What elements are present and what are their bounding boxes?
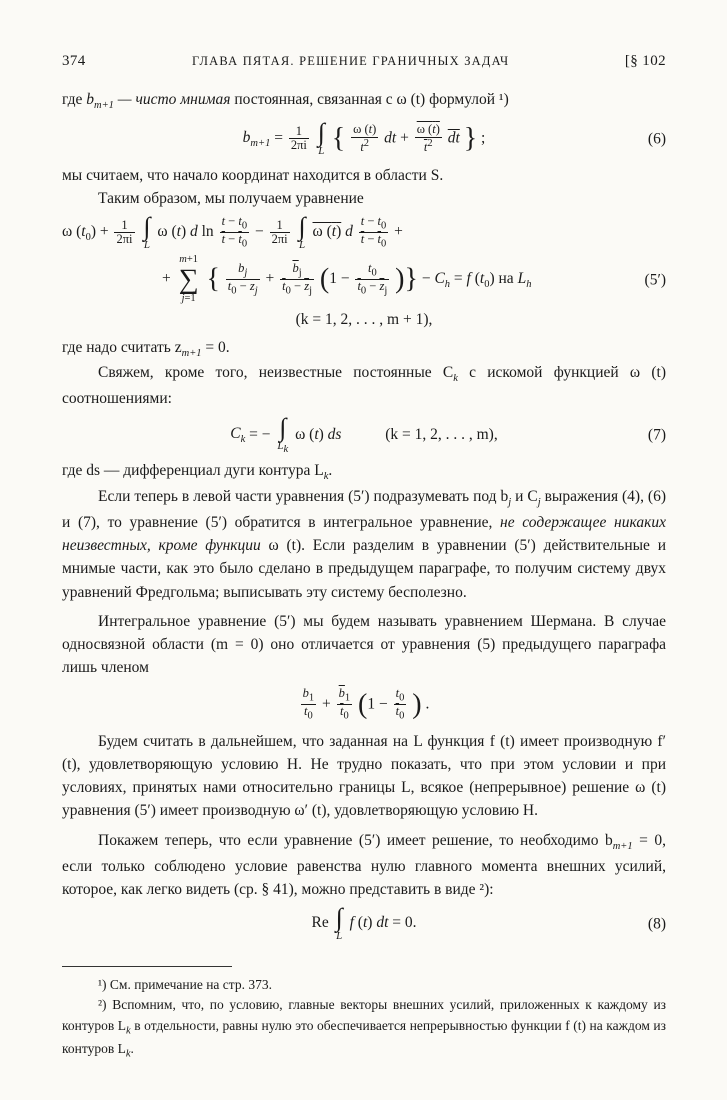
equation-7-label: (7) xyxy=(647,426,666,444)
chapter-title: ГЛАВА ПЯТАЯ. РЕШЕНИЕ ГРАНИЧНЫХ ЗАДАЧ xyxy=(192,54,510,68)
p4-tail: = 0. xyxy=(201,338,230,356)
section-ref: [§ 102 xyxy=(624,53,666,69)
footnotes xyxy=(62,975,666,1062)
running-header xyxy=(62,50,666,78)
equation-7: $C_k$ = − ∫ $L_k$ ω (t) ds (k = 1, 2, . . . , m), (7) xyxy=(230,412,666,455)
equation-8-label: (8) xyxy=(647,914,666,932)
p7-d: не содержащее никаких неизвестных, кроме функции xyxy=(62,513,666,555)
paragraph-9: Будем считать в дальнейшем, что заданная на L функция f (t) имеет производную f′ (t), удовлетворяющую условию H. Не трудно показать, что при этом условии и при условиях, принятых нами относительно границы L, всякое (непрерывное) решение ω (t) уравнения (5′) имеет производную ω′ (t), удовлетворяющую условию H. xyxy=(62,732,666,820)
p7-a: Если теперь в левой части уравнения (5′) подразумевать под b xyxy=(98,488,509,506)
p5-tail: с искомой функцией ω (t) соотношениями: xyxy=(62,364,666,408)
equation-7-k-range: (k = 1, 2, . . . , m), xyxy=(385,425,498,443)
p7-c: выражения (4), (6) и (7), то уравнение (5′) обратится в интегральное уравнение, xyxy=(62,488,666,531)
paragraph-4: где надо считать $z_{m+1} = 0$. xyxy=(62,338,230,359)
p10-a: Покажем теперь, что если уравнение (5′) имеет решение, то необходимо b xyxy=(98,831,613,849)
footnote-2-b: в отдельности, равны нулю это обеспечивается непрерывностью функции f (t) на каждом из контуров L xyxy=(62,1017,666,1056)
equation-5prime-line2: + m+1 ∑ j=1 { $\frac{b_j}{t_0 - z_j}$ + $\frac{\overline{b}_j}{\overline{t}_0 - \overline{z}_j}$ (1 − $\frac{t_0}{\overline{t}_0 - \overline{z}_j}$ )} − $C_h = f$ $(t_0)$ на $L_h$ (5′) xyxy=(162,254,666,304)
p5-text: Свяжем, кроме того, неизвестные постоянные C xyxy=(98,364,454,382)
footnote-divider xyxy=(62,966,232,967)
footnote-1: ¹) См. примечание на стр. 373. xyxy=(98,977,272,992)
paragraph-10: Покажем теперь, что если уравнение (5′) имеет решение, то необходимо $b_{m+1} = 0$, если только соблюдено условие равенства нулю главного момента внешних усилий, которое, как легко видеть (ср. § 41), можно представить в виде ²): xyxy=(62,831,666,898)
equation-6: $b_{m+1}$ = $\frac{1}{2\pi i}$ ∫ L { $\frac{\omega (t)}{t^2}$ dt + $\frac{\omega (t)}{\overline{t}^2}$ $\overline{dt}$ } ; (6) xyxy=(242,118,666,158)
equation-5prime-k-range: (k = 1, 2, . . . , m + 1), xyxy=(295,311,433,329)
paragraph-1: где $b_{m+1}$ — чисто мнимая постоянная, связанная с ω (t) формулой ¹) xyxy=(62,91,509,112)
footnote-2-a: ²) Вспомним, что, по условию, главные векторы внешних усилий, приложенных к каждому из контуров L xyxy=(62,997,666,1033)
equation-5prime-label: (5′) xyxy=(644,271,666,289)
equation-8-re: Re xyxy=(311,914,329,932)
footnote-2-c: . xyxy=(130,1040,134,1056)
sherman-term: $\frac{b_1}{t_0}$ + $\frac{\overline{b}_1}{\overline{t}_0}$ (1 − $\frac{t_0}{\overline{t}_0}$ ) . xyxy=(302,686,430,722)
p7-b: и C xyxy=(511,488,538,506)
paragraph-7: Если теперь в левой части уравнения (5′) подразумевать под $b_j$ и $C_j$ выражения (4), (6) и (7), то уравнение (5′) обратится в интегральное уравнение, не содержащее никаких неизвестных, кроме функции ω (t). Если разделим в уравнении (5′) действительные и мнимые части, как это было сделано в предыдущем параграфе, то получим систему двух уравнений Фредгольма; выписывать эту систему бесполезно. xyxy=(62,488,666,601)
paragraph-5: Свяжем, кроме того, неизвестные постоянные $C_k$ с искомой функцией ω (t) соотношениями: xyxy=(62,364,666,408)
paragraph-8: Интегральное уравнение (5′) мы будем называть уравнением Шермана. В случае односвязной области (m = 0) оно отличается от уравнения (5) предыдущего параграфа лишь членом xyxy=(62,612,666,677)
p1-text-c: постоянная, связанная с ω (t) формулой ¹) xyxy=(234,91,509,108)
page-number: 374 xyxy=(62,53,86,69)
eq5-on-text: на xyxy=(498,270,514,288)
footnote-2: ²) Вспомним, что, по условию, главные векторы внешних усилий, приложенных к каждому из контуров $L_k$ в отдельности, равны нулю это обеспечивается непрерывностью функции f (t) на каждом из контуров $L_k$. xyxy=(62,997,666,1060)
p7-e: ω (t). Если разделим в уравнении (5′) действительные и мнимые части, как это было сделано в предыдущем параграфе, то получим систему двух уравнений Фредгольма; выписывать эту систему бесполезно. xyxy=(62,537,666,601)
paragraph-2: мы считаем, что начало координат находится в области S. xyxy=(62,166,444,184)
paragraph-6: где ds — дифференциал дуги контура $L_k$. xyxy=(62,462,333,483)
p10-b: = 0, если только соблюдено условие равенства нулю главного момента внешних усилий, которое, как легко видеть (ср. § 41), можно представить в виде ²): xyxy=(62,831,666,898)
p6-text: где ds — дифференциал дуги контура L xyxy=(62,462,324,480)
p1-text-b: — чисто мнимая xyxy=(117,91,231,108)
p1-text-a: где xyxy=(62,91,83,108)
p4-text: где надо считать z xyxy=(62,338,182,356)
paragraph-3: Таким образом, мы получаем уравнение xyxy=(98,190,364,208)
equation-6-label: (6) xyxy=(647,130,666,148)
page xyxy=(62,50,666,1062)
equation-5prime-line1: ω $(t_0)$ + $\frac{1}{2\pi i}$ ∫ L ω (t) d ln $\frac{t - t_0}{\overline{t} - \overline{t}_0}$ − $\frac{1}{2\pi i}$ ∫ L ω (t) d $\frac{t - t_0}{\overline{t} - \overline{t}_0}$ + xyxy=(62,212,403,252)
equation-8: Re ∫ L f (t) dt = 0. (8) xyxy=(311,903,666,942)
